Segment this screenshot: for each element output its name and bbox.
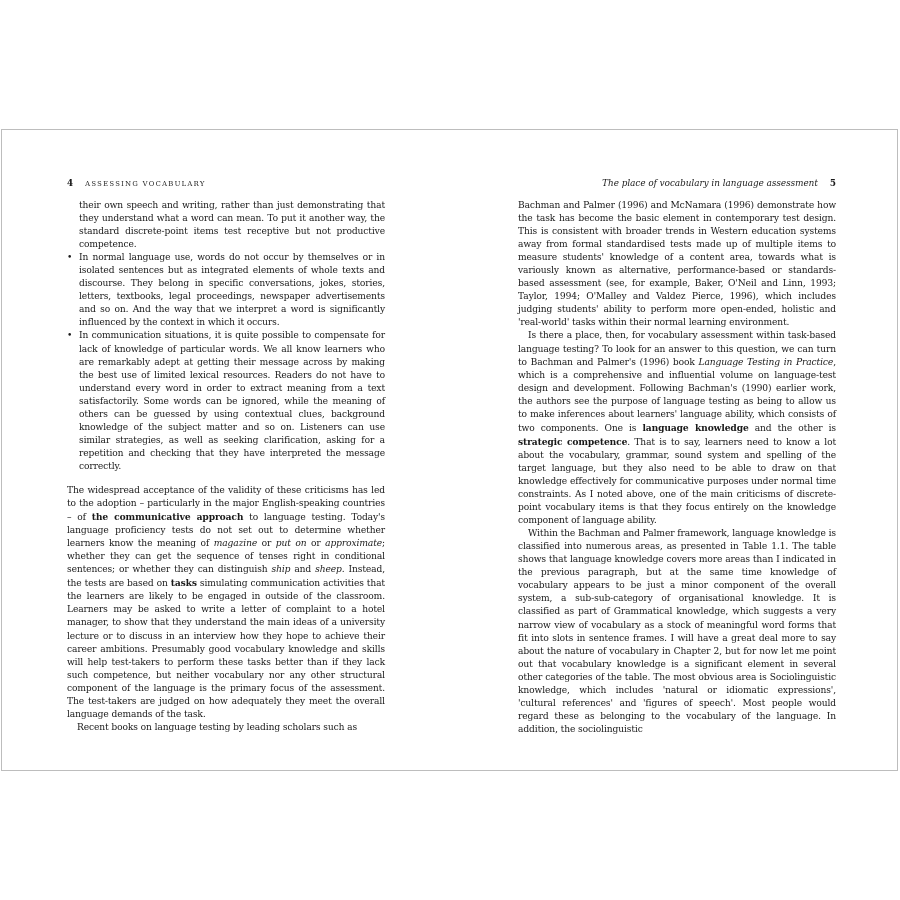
paragraph-task-based: Bachman and Palmer (1996) and McNamara (1996) demonstrate how the task has become the basic element in contemporary test design. This is consistent with broader trends in Western education systems away from formal standardised tests made up of multiple items to measure students' knowledge of a content area, towards what is variously known as alternative, performance-based or standards-based assessment (see, for example, Baker, O'Neil and Linn, 1993; Taylor, 1994; O'Malley and Valdez Pierce, 1996), which includes judging students' ability to perform more open-ended, holistic and 'real-world' tasks within their normal learning environment. bbox=[518, 201, 836, 329]
right-page-number: 5 bbox=[829, 179, 836, 189]
right-running-head-title: The place of vocabulary in language assessment bbox=[602, 179, 818, 189]
right-page bbox=[518, 178, 836, 737]
paragraph-bachman-palmer-framework: Within the Bachman and Palmer framework, language knowledge is classified into numerous areas, as presented in Table 1.1. The table shows that language knowledge covers more areas than I indicated in the previous paragraph, but at the same time knowledge of vocabulary appears to be just a minor component of the overall system, a sub-sub-category of organisational knowledge. It is classified as part of Grammatical knowledge, which suggests a very narrow view of vocabulary as a stock of meaningful word forms that fit into slots in sentence frames. I will have a great deal more to say about the nature of vocabulary in Chapter 2, but for now let me point out that vocabulary knowledge is a significant element in several other categories of the table. The most obvious area is Sociolinguistic knowledge, which includes 'natural or idiomatic expressions', 'cultural references' and 'figures of speech'. Most people would regard these as belonging to the vocabulary of the language. In addition, the sociolinguistic bbox=[518, 529, 836, 735]
continued-paragraph: their own speech and writing, rather than just demonstrating that they understand what a word can mean. To put it another way, the standard discrete-point items test receptive but not productive competence. bbox=[79, 201, 385, 251]
left-body-text bbox=[67, 200, 385, 735]
bullet-item-2 bbox=[67, 330, 385, 474]
term-tasks: tasks bbox=[170, 578, 197, 590]
left-page-number: 4 bbox=[67, 179, 74, 189]
left-page bbox=[67, 178, 385, 735]
paragraph-communicative-approach: The widespread acceptance of the validity of these criticisms has led to the adoption – particularly in the major English-speaking countries – of the communicative approach to language testing. Today's language proficiency tests do not set out to determine whether learners know the meaning of magazine or put on or approximate; whether they can get the sequence of tenses right in conditional sentences; or whether they can distinguish ship and sheep. Instead, the tests are based on tasks simulating communication activities that the learners are likely to be engaged in outside of the classroom. Learners may be asked to write a letter of complaint to a hotel manager, to show that they understand the main ideas of a university lecture or to discuss in an interview how they hope to achieve their career ambitions. Presumably good vocabulary knowledge and skills will help test-takers to perform these tasks better than if they lack such competence, but neither vocabulary nor any other structural component of the language is the primary focus of the assessment. The test-takers are judged on how adequately they meet the overall language demands of the task. bbox=[67, 485, 385, 720]
term-communicative-approach: the communicative approach bbox=[91, 512, 244, 524]
book-spread bbox=[1, 129, 898, 771]
right-body-text bbox=[518, 200, 836, 737]
paragraph-vocabulary-assessment: Is there a place, then, for vocabulary assessment within task-based language testing? To look for an answer to this question, we can turn to Bachman and Palmer's (1996) book Language Testing in Practice, which is a comprehensive and influential volume on language-test design and development. Following Bachman's (1990) earlier work, the authors see the purpose of language testing as being to allow us to make inferences about learners' language ability, which consists of two components. One is language knowledge and the other is strategic competence. That is to say, learners need to know a lot about the vocabulary, grammar, sound system and spelling of the target language, but they also need to be able to draw on that knowledge effectively for communicative purposes under normal time constraints. As I noted above, one of the main criticisms of discrete-point vocabulary items is that they focus entirely on the knowledge component of language ability. bbox=[518, 331, 836, 527]
bullet-icon: • bbox=[67, 331, 73, 342]
term-strategic-competence: strategic competence bbox=[518, 436, 628, 448]
bullet-text-2: In communication situations, it is quite possible to compensate for lack of knowledge of particular words. We all know learners who are remarkably adept at getting their message across by making the best use of limited lexical resources. Readers do not have to understand every word in order to extract meaning from a text satisfactorily. Some words can be ignored, while the meaning of others can be guessed by using contextual clues, background knowledge of the subject matter and so on. Listeners can use similar strategies, as well as seeking clarification, asking for a repetition and checking that they have interpreted the message correctly. bbox=[79, 331, 385, 472]
right-running-head bbox=[518, 178, 836, 190]
bullet-text-1: In normal language use, words do not occur by themselves or in isolated sentences but as integrated elements of whole texts and discourse. They belong in specific conversations, jokes, stories, letters, textbooks, legal proceedings, newspaper advertisements and so on. And the way that we interpret a word is significantly influenced by the context in which it occurs. bbox=[79, 253, 385, 329]
book-title: Language Testing in Practice bbox=[698, 357, 834, 368]
bullet-item-1 bbox=[67, 252, 385, 330]
left-running-head bbox=[67, 178, 385, 190]
paragraph-recent-books: Recent books on language testing by leading scholars such as bbox=[77, 722, 358, 733]
bullet-icon: • bbox=[67, 253, 73, 264]
term-language-knowledge: language knowledge bbox=[642, 422, 749, 434]
left-running-head-title: ASSESSING VOCABULARY bbox=[85, 180, 206, 188]
